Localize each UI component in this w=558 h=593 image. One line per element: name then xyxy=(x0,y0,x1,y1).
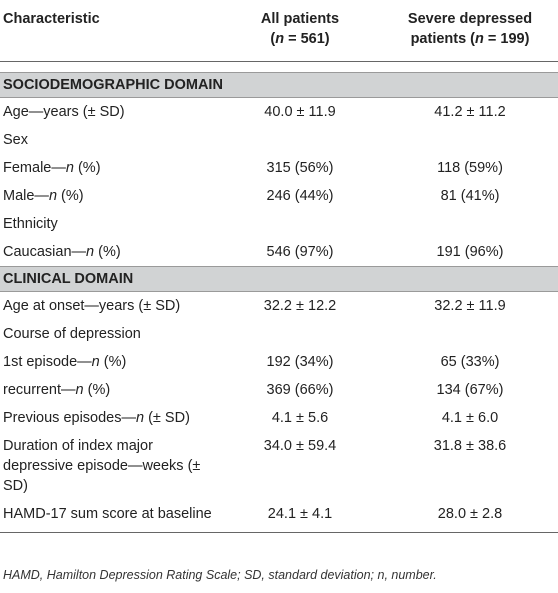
value-all-patients: 4.1 ± 5.6 xyxy=(271,410,329,426)
row-label: Sex xyxy=(3,132,28,148)
row-label: Male—n (%) xyxy=(3,188,84,204)
table-row xyxy=(0,126,558,154)
table-row xyxy=(0,376,558,404)
row-label: Course of depression xyxy=(3,326,141,342)
value-severe-patients: 65 (33%) xyxy=(440,354,500,370)
table-footnote: HAMD, Hamilton Depression Rating Scale; SD, standard deviation; n, number. xyxy=(3,568,437,582)
value-severe-patients: 191 (96%) xyxy=(436,244,504,260)
value-severe-patients: 118 (59%) xyxy=(437,160,503,176)
row-label: 1st episode—n (%) xyxy=(3,354,127,370)
value-all-patients xyxy=(218,126,382,154)
table-row xyxy=(0,292,558,321)
value-severe-patients xyxy=(382,210,558,238)
value-all-patients: 546 (97%) xyxy=(266,244,334,260)
section-header xyxy=(0,73,558,98)
value-severe-patients xyxy=(382,320,558,348)
section-title: CLINICAL DOMAIN xyxy=(0,267,558,292)
value-severe-patients: 31.8 ± 38.6 xyxy=(433,438,507,454)
row-label: Duration of index major depressive episode—weeks (± SD) xyxy=(3,438,201,494)
value-all-patients: 315 (56%) xyxy=(266,160,334,176)
table-row xyxy=(0,182,558,210)
row-label: Age—years (± SD) xyxy=(3,104,125,120)
header-characteristic: Characteristic xyxy=(0,0,218,62)
value-severe-patients: 28.0 ± 2.8 xyxy=(382,500,558,533)
section-header xyxy=(0,267,558,292)
value-severe-patients: 41.2 ± 11.2 xyxy=(434,104,506,120)
value-severe-patients: 81 (41%) xyxy=(440,188,500,204)
row-label: Ethnicity xyxy=(3,216,58,232)
table-row xyxy=(0,154,558,182)
table-body xyxy=(0,62,558,533)
table-row xyxy=(0,320,558,348)
value-all-patients: 192 (34%) xyxy=(266,354,334,370)
value-all-patients: 40.0 ± 11.9 xyxy=(264,104,336,120)
table-row xyxy=(0,348,558,376)
value-all-patients: 369 (66%) xyxy=(266,382,334,398)
value-all-patients xyxy=(218,320,382,348)
value-severe-patients: 4.1 ± 6.0 xyxy=(441,410,499,426)
header-severe-patients xyxy=(382,0,558,62)
value-all-patients: 246 (44%) xyxy=(266,188,334,204)
value-all-patients: 34.0 ± 59.4 xyxy=(263,438,337,454)
spacer-row xyxy=(0,62,558,73)
row-label: Female—n (%) xyxy=(3,160,101,176)
value-severe-patients: 134 (67%) xyxy=(436,382,504,398)
row-label: recurrent—n (%) xyxy=(3,382,111,398)
row-label: HAMD-17 sum score at baseline xyxy=(0,500,218,533)
header-all-patients xyxy=(218,0,382,62)
table-row xyxy=(0,432,558,500)
table-row xyxy=(0,404,558,432)
header-row xyxy=(0,0,558,62)
table-row xyxy=(0,210,558,238)
row-label: Age at onset—years (± SD) xyxy=(3,298,181,314)
value-all-patients: 32.2 ± 12.2 xyxy=(263,298,337,314)
header-severe-line1: Severe depressed xyxy=(407,11,533,27)
row-label: Previous episodes—n (± SD) xyxy=(3,410,190,426)
table-row xyxy=(0,238,558,267)
header-all-line2: (n = 561) xyxy=(270,31,330,47)
header-severe-line2: patients (n = 199) xyxy=(410,31,530,47)
row-label: Caucasian—n (%) xyxy=(3,244,121,260)
value-all-patients xyxy=(218,210,382,238)
value-severe-patients: 32.2 ± 11.9 xyxy=(434,298,506,314)
table-row xyxy=(0,500,558,533)
value-severe-patients xyxy=(382,126,558,154)
value-all-patients: 24.1 ± 4.1 xyxy=(218,500,382,533)
header-all-line1: All patients xyxy=(260,11,340,27)
section-title: SOCIODEMOGRAPHIC DOMAIN xyxy=(0,73,558,98)
table-row xyxy=(0,98,558,127)
